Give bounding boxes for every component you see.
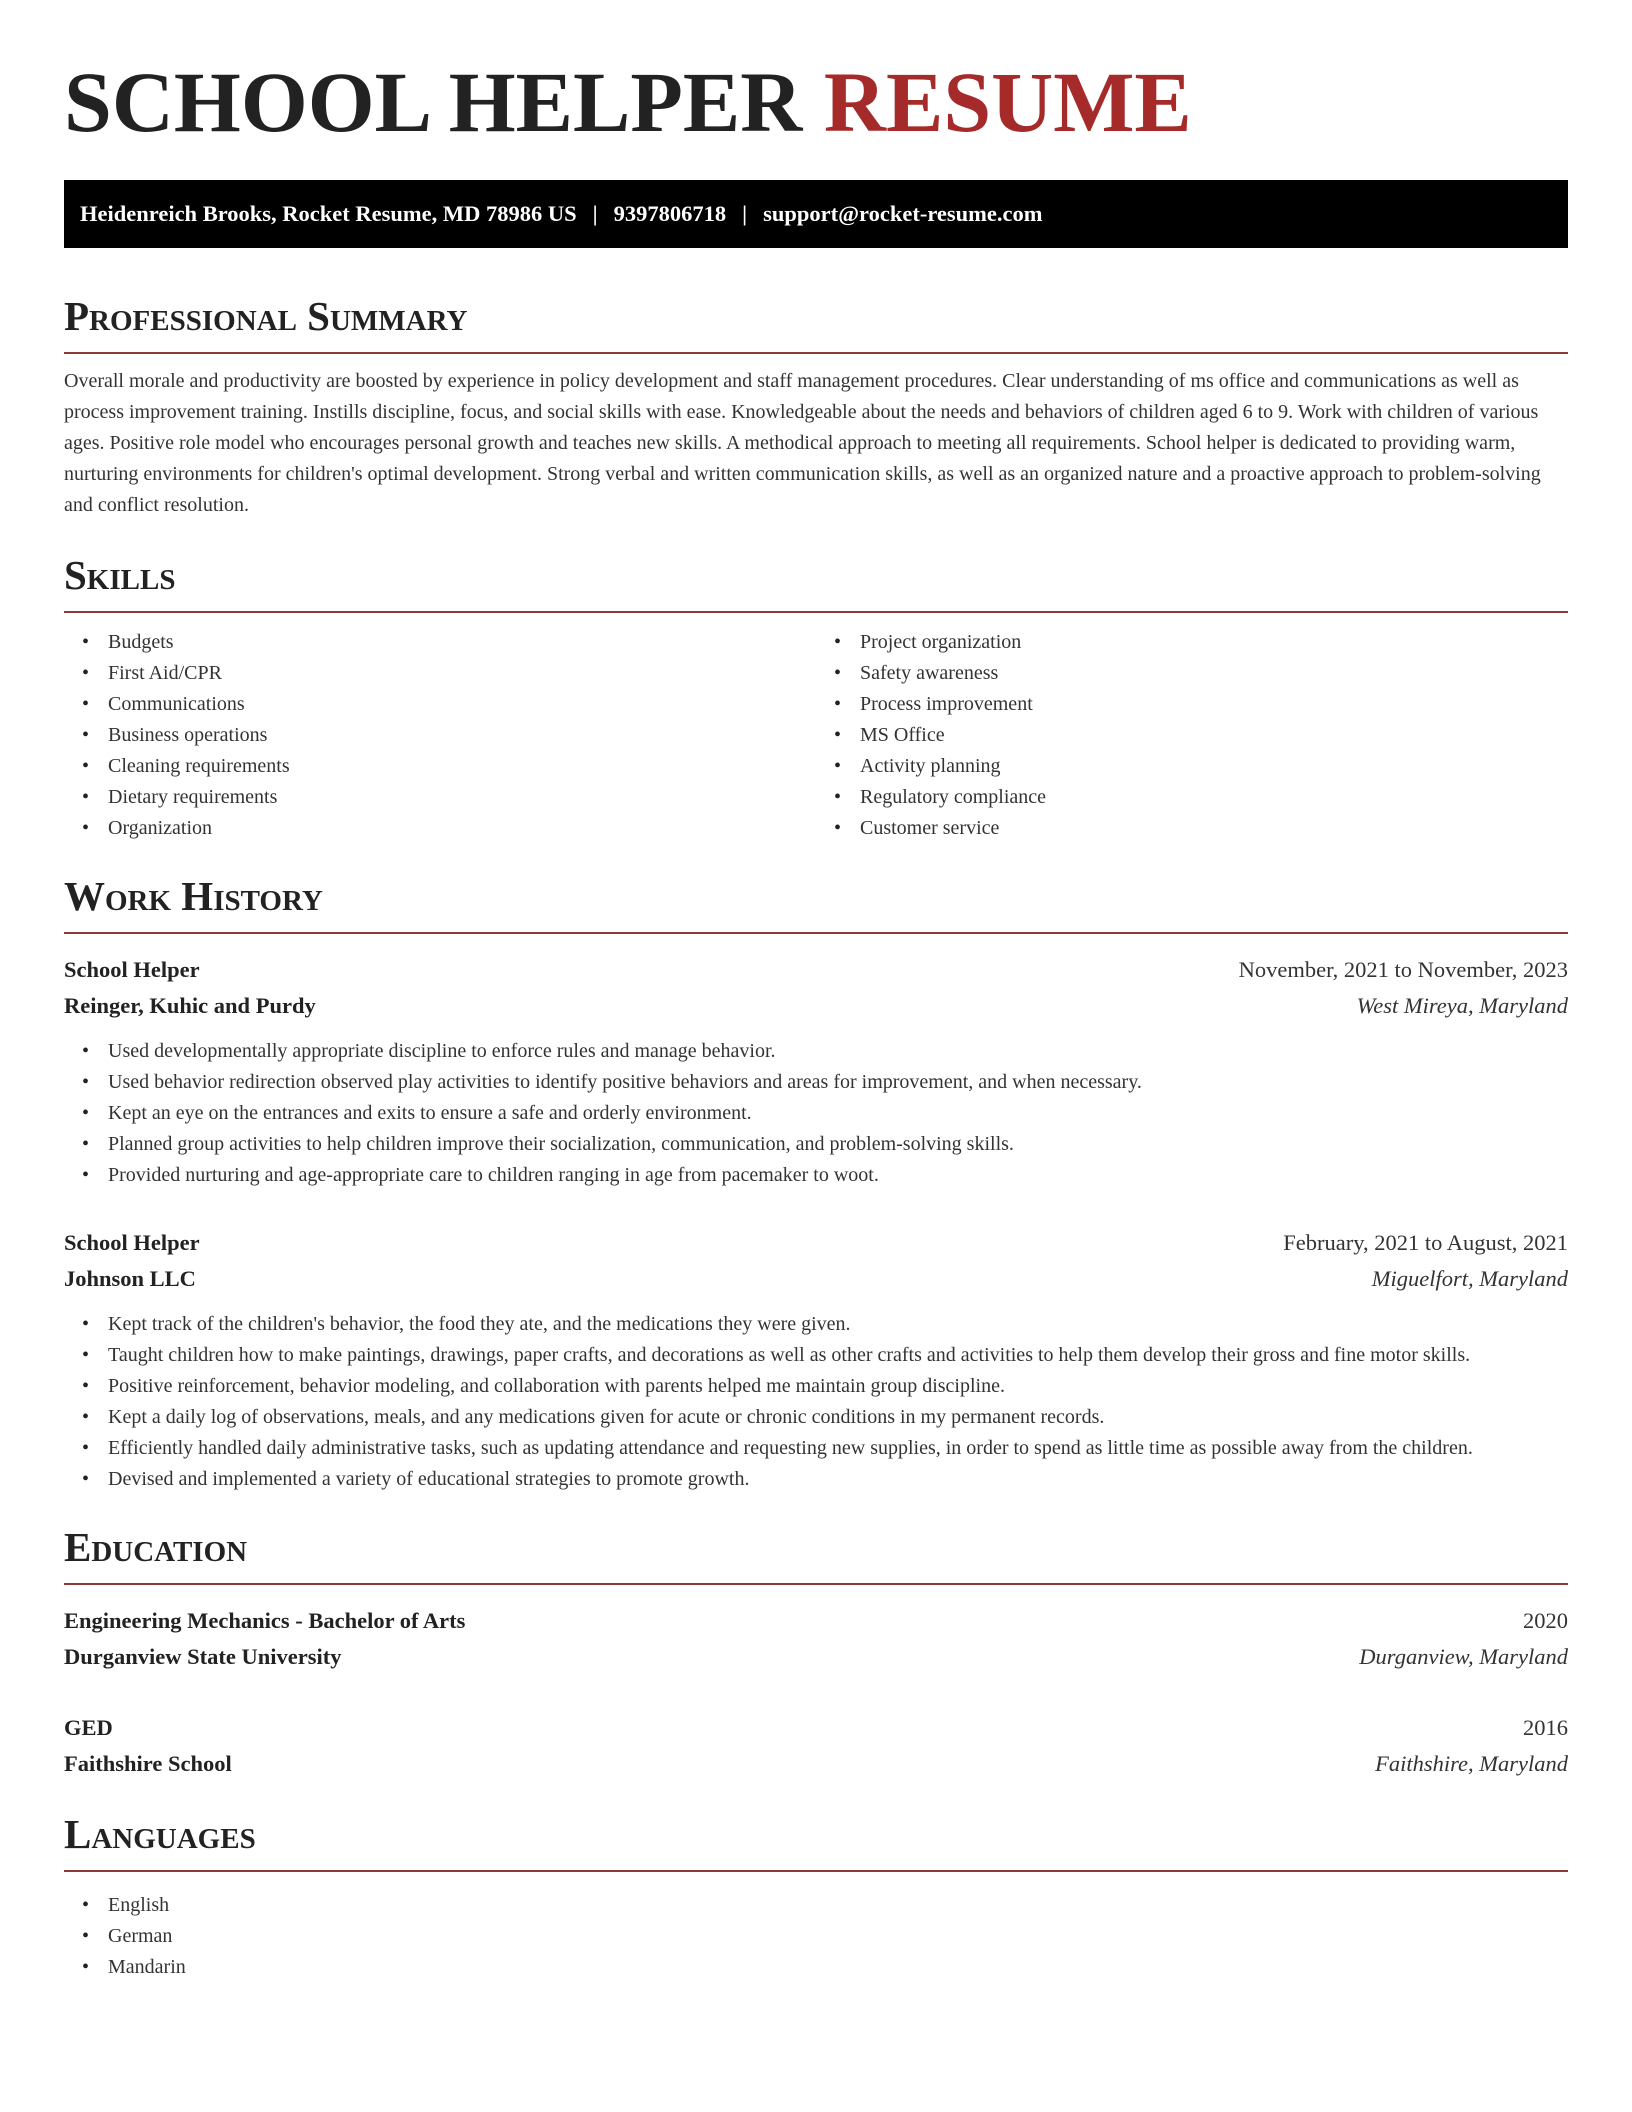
skill-item: • Process improvement (860, 689, 1568, 720)
skill-item: • Dietary requirements (108, 782, 816, 813)
job-location: West Mireya, Maryland (1356, 993, 1568, 1018)
contact-phone: 9397806718 (613, 201, 727, 226)
summary-section (64, 292, 1568, 521)
education-degree: GED (64, 1715, 113, 1740)
job-title-row (64, 1225, 1568, 1261)
job-company-row (64, 1261, 1568, 1297)
education-school: Faithshire School (64, 1751, 232, 1776)
work-section (64, 872, 1568, 1495)
languages-heading: Languages (64, 1810, 1568, 1872)
title-main: SCHOOL HELPER (64, 54, 803, 150)
education-section (64, 1523, 1568, 1782)
skill-item: • Activity planning (860, 751, 1568, 782)
job-title-row (64, 952, 1568, 988)
job-bullet: • Used behavior redirection observed play activities to identify positive behaviors and areas for improvement, and when necessary. (108, 1067, 1568, 1098)
education-degree-row (64, 1710, 1568, 1746)
job-entry (64, 952, 1568, 1191)
contact-bar (64, 180, 1568, 248)
languages-list (64, 1890, 1568, 1983)
skills-list-left (64, 627, 816, 844)
skills-section (64, 551, 1568, 844)
contact-separator: | (592, 201, 598, 226)
skill-item: • Organization (108, 813, 816, 844)
education-year: 2016 (1523, 1715, 1568, 1740)
language-item: • English (108, 1890, 1568, 1921)
education-year: 2020 (1523, 1608, 1568, 1633)
job-company: Johnson LLC (64, 1266, 196, 1291)
job-bullet: • Positive reinforcement, behavior modeling, and collaboration with parents helped me maintain group discipline. (108, 1371, 1568, 1402)
skill-item: • Business operations (108, 720, 816, 751)
skill-item: • Customer service (860, 813, 1568, 844)
contact-separator: | (742, 201, 748, 226)
job-bullet: • Used developmentally appropriate discipline to enforce rules and manage behavior. (108, 1036, 1568, 1067)
skill-item: • MS Office (860, 720, 1568, 751)
education-location: Durganview, Maryland (1359, 1644, 1568, 1669)
skill-item: • Cleaning requirements (108, 751, 816, 782)
job-dates: February, 2021 to August, 2021 (1283, 1230, 1568, 1255)
education-school: Durganview State University (64, 1644, 342, 1669)
job-bullets (64, 1309, 1568, 1495)
education-heading: Education (64, 1523, 1568, 1585)
education-school-row (64, 1746, 1568, 1782)
resume-title (64, 52, 1568, 152)
job-bullets (64, 1036, 1568, 1191)
skill-item: • First Aid/CPR (108, 658, 816, 689)
job-bullet: • Provided nurturing and age-appropriate care to children ranging in age from pacemaker to woot. (108, 1160, 1568, 1191)
job-bullet: • Taught children how to make paintings, drawings, paper crafts, and decorations as well as other crafts and activities to help them develop their gross and fine motor skills. (108, 1340, 1568, 1371)
job-bullet: • Kept a daily log of observations, meals, and any medications given for acute or chronic conditions in my permanent records. (108, 1402, 1568, 1433)
language-item: • Mandarin (108, 1952, 1568, 1983)
education-degree-row (64, 1603, 1568, 1639)
job-bullet: • Planned group activities to help children improve their socialization, communication, and problem-solving skills. (108, 1129, 1568, 1160)
education-entry (64, 1603, 1568, 1675)
job-title: School Helper (64, 1230, 200, 1255)
education-school-row (64, 1639, 1568, 1675)
job-bullet: • Efficiently handled daily administrative tasks, such as updating attendance and requesting new supplies, in order to spend as little time as possible away from the children. (108, 1433, 1568, 1464)
summary-heading: Professional Summary (64, 292, 1568, 354)
job-dates: November, 2021 to November, 2023 (1238, 957, 1568, 982)
job-company: Reinger, Kuhic and Purdy (64, 993, 316, 1018)
job-entry (64, 1225, 1568, 1495)
education-entry (64, 1710, 1568, 1782)
skills-list-right (816, 627, 1568, 844)
title-accent: RESUME (823, 54, 1192, 150)
contact-address: Heidenreich Brooks, Rocket Resume, MD 78986 US (80, 201, 577, 226)
summary-text: Overall morale and productivity are boosted by experience in policy development and staff management procedures. Clear understanding of ms office and communications as well as process improvement training. Instills discipline, focus, and social skills with ease. Knowledgeable about the needs and behaviors of children aged 6 to 9. Work with children of various ages. Positive role model who encourages personal growth and teaches new skills. A methodical approach to meeting all requirements. School helper is dedicated to providing warm, nurturing environments for children's optimal development. Strong verbal and written communication skills, as well as an organized nature and a proactive approach to problem-solving and conflict resolution. (64, 370, 1541, 516)
skill-item: • Budgets (108, 627, 816, 658)
contact-email: support@rocket-resume.com (763, 201, 1043, 226)
skills-heading: Skills (64, 551, 1568, 613)
skill-item: • Communications (108, 689, 816, 720)
skill-item: • Regulatory compliance (860, 782, 1568, 813)
job-bullet: • Devised and implemented a variety of educational strategies to promote growth. (108, 1464, 1568, 1495)
job-bullet: • Kept track of the children's behavior, the food they ate, and the medications they were given. (108, 1309, 1568, 1340)
skills-grid (64, 627, 1568, 844)
work-heading: Work History (64, 872, 1568, 934)
job-bullet: • Kept an eye on the entrances and exits to ensure a safe and orderly environment. (108, 1098, 1568, 1129)
languages-section (64, 1810, 1568, 1983)
job-location: Miguelfort, Maryland (1371, 1266, 1568, 1291)
skill-item: • Safety awareness (860, 658, 1568, 689)
skill-item: • Project organization (860, 627, 1568, 658)
job-company-row (64, 988, 1568, 1024)
education-location: Faithshire, Maryland (1375, 1751, 1568, 1776)
language-item: • German (108, 1921, 1568, 1952)
education-degree: Engineering Mechanics - Bachelor of Arts (64, 1608, 466, 1633)
job-title: School Helper (64, 957, 200, 982)
